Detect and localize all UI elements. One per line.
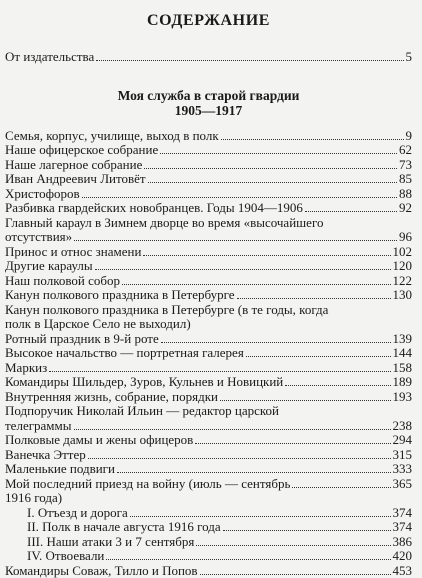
toc-page-number: 193 bbox=[393, 390, 413, 405]
toc-entry bbox=[5, 361, 412, 376]
toc-page-number: 96 bbox=[399, 230, 412, 245]
toc-page-number: 453 bbox=[393, 564, 413, 578]
toc-entry bbox=[5, 375, 412, 390]
toc-entry-label: Другие караулы bbox=[5, 259, 93, 274]
toc-page-number: 62 bbox=[399, 143, 412, 158]
dot-leader bbox=[148, 182, 397, 183]
toc-entry bbox=[5, 259, 412, 274]
dot-leader bbox=[200, 574, 391, 575]
toc-entry-label: Командиры Шильдер, Зуров, Кульнев и Новицкий bbox=[5, 375, 283, 390]
toc-entry-label: Иван Андреевич Литовёт bbox=[5, 172, 146, 187]
toc-entry bbox=[5, 201, 412, 216]
toc-page-number: 88 bbox=[399, 187, 412, 202]
toc-entry bbox=[5, 346, 412, 361]
dot-leader bbox=[130, 516, 391, 517]
toc-subentry bbox=[5, 535, 412, 550]
toc-entry-label: Ротный праздник в 9-й роте bbox=[5, 332, 159, 347]
dot-leader bbox=[223, 530, 391, 531]
toc-page-number: 158 bbox=[393, 361, 413, 376]
dot-leader bbox=[95, 269, 391, 270]
toc-page-number: 374 bbox=[393, 520, 413, 535]
toc-entry-last-line bbox=[5, 419, 412, 434]
toc-entry bbox=[5, 433, 412, 448]
toc-entry-last-line bbox=[5, 230, 412, 245]
toc-page-number: 365 bbox=[393, 477, 413, 492]
toc-page-number: 120 bbox=[393, 259, 413, 274]
dot-leader bbox=[49, 371, 390, 372]
toc-entry-label: Наше офицерское собрание bbox=[5, 143, 158, 158]
toc-entry-label-line1: Канун полкового праздника в Петербурге (в те годы, когда bbox=[5, 303, 412, 318]
toc-subentry bbox=[5, 520, 412, 535]
toc-entry-label: отсутствия» bbox=[5, 230, 72, 245]
toc-entry bbox=[5, 462, 412, 477]
toc-page-number: 386 bbox=[393, 535, 413, 550]
toc-page-number: 374 bbox=[393, 506, 413, 521]
toc-page-number: 333 bbox=[393, 462, 413, 477]
dot-leader bbox=[161, 342, 391, 343]
toc-entry bbox=[5, 172, 412, 187]
toc-page-number: 315 bbox=[393, 448, 413, 463]
toc-entry-label: Ванечка Эттер bbox=[5, 448, 86, 463]
toc-entry bbox=[5, 129, 412, 144]
toc-entry-label: Командиры Соваж, Тилло и Попов bbox=[5, 564, 198, 578]
toc-entry-label: Мой последний приезд на войну (июль — сентябрь bbox=[5, 477, 290, 492]
dot-leader bbox=[196, 545, 390, 546]
toc-page-number: 102 bbox=[393, 245, 413, 260]
toc-entry-label: Маркиз bbox=[5, 361, 47, 376]
toc-page-number: 144 bbox=[393, 346, 413, 361]
dot-leader bbox=[122, 284, 391, 285]
toc-page-number: 122 bbox=[393, 274, 413, 289]
toc-entry bbox=[5, 390, 412, 405]
toc-subentry bbox=[5, 506, 412, 521]
toc-entry-label: Наш полковой собор bbox=[5, 274, 120, 289]
dot-leader bbox=[292, 487, 390, 488]
toc-entry-label: I. Отъезд и дорога bbox=[27, 506, 128, 521]
toc-entry-multiline bbox=[5, 477, 412, 506]
page-title: СОДЕРЖАНИЕ bbox=[5, 11, 412, 31]
dot-leader bbox=[106, 559, 390, 560]
toc-page-number: 139 bbox=[393, 332, 413, 347]
dot-leader bbox=[285, 385, 390, 386]
toc-entry-label-line1: Подпоручик Николай Ильин — редактор царской bbox=[5, 404, 412, 419]
toc-entry-label: IV. Отвоевали bbox=[27, 549, 104, 564]
toc-entry-label: Семья, корпус, училище, выход в полк bbox=[5, 129, 219, 144]
dot-leader bbox=[160, 153, 397, 154]
toc-entry-label: Наше лагерное собрание bbox=[5, 158, 142, 173]
toc-page-number: 238 bbox=[393, 419, 413, 434]
toc-entry bbox=[5, 187, 412, 202]
dot-leader bbox=[96, 60, 403, 61]
dot-leader bbox=[195, 443, 390, 444]
toc-entries bbox=[5, 129, 412, 578]
toc-entry-label: Христофоров bbox=[5, 187, 80, 202]
toc-entry-label: II. Полк в начале августа 1916 года bbox=[27, 520, 221, 535]
toc-entry-label: Внутренняя жизнь, собрание, порядки bbox=[5, 390, 218, 405]
toc-page-number: 294 bbox=[393, 433, 413, 448]
dot-leader bbox=[305, 211, 397, 212]
dot-leader bbox=[220, 400, 391, 401]
toc-page-number: 130 bbox=[393, 288, 413, 303]
toc-entry-first-line bbox=[5, 477, 412, 492]
toc-entry-label-line2: полк в Царское Село не выходил) bbox=[5, 317, 412, 332]
toc-entry bbox=[5, 158, 412, 173]
toc-entry-multiline bbox=[5, 303, 412, 332]
dot-leader bbox=[221, 139, 404, 140]
toc-entry-first-line bbox=[5, 288, 412, 303]
toc-page-number: 85 bbox=[399, 172, 412, 187]
dot-leader bbox=[246, 356, 391, 357]
section-years: 1905—1917 bbox=[5, 103, 412, 118]
toc-entry-label-line2: 1916 года) bbox=[5, 491, 412, 506]
toc-page-number: 92 bbox=[399, 201, 412, 216]
toc-entry-publisher bbox=[5, 50, 412, 65]
section-heading: Моя служба в старой гвардии bbox=[5, 88, 412, 103]
dot-leader bbox=[117, 472, 391, 473]
toc-subentry bbox=[5, 549, 412, 564]
toc-entry-label-line1: Главный караул в Зимнем дворце во время «высочайшего bbox=[5, 216, 412, 231]
toc-entry-multiline bbox=[5, 288, 412, 303]
dot-leader bbox=[74, 429, 391, 430]
toc-entry bbox=[5, 245, 412, 260]
toc-entry bbox=[5, 143, 412, 158]
toc-entry bbox=[5, 274, 412, 289]
toc-entry bbox=[5, 332, 412, 347]
dot-leader bbox=[74, 240, 397, 241]
toc-page-number: 5 bbox=[406, 50, 413, 65]
toc-page-number: 189 bbox=[393, 375, 413, 390]
toc-entry-multiline bbox=[5, 404, 412, 433]
toc-entry-label: III. Наши атаки 3 и 7 сентября bbox=[27, 535, 194, 550]
toc-entry bbox=[5, 564, 412, 578]
dot-leader bbox=[82, 197, 397, 198]
toc-page-number: 73 bbox=[399, 158, 412, 173]
toc-entry-label: Маленькие подвиги bbox=[5, 462, 115, 477]
toc-entry bbox=[5, 448, 412, 463]
toc-entry-label: От издательства bbox=[5, 50, 94, 65]
toc-entry-label: Принос и относ знамени bbox=[5, 245, 141, 260]
toc-entry-label: Полковые дамы и жены офицеров bbox=[5, 433, 193, 448]
toc-entry-label: Разбивка гвардейских новобранцев. Годы 1904—1906 bbox=[5, 201, 303, 216]
dot-leader bbox=[143, 255, 390, 256]
toc-entry-multiline bbox=[5, 216, 412, 245]
dot-leader bbox=[88, 458, 391, 459]
dot-leader bbox=[144, 168, 397, 169]
toc-entry-label: телеграммы bbox=[5, 419, 72, 434]
dot-leader bbox=[237, 298, 391, 299]
toc-page-number: 420 bbox=[393, 549, 413, 564]
toc-entry-label: Высокое начальство — портретная галерея bbox=[5, 346, 244, 361]
toc-page-number: 9 bbox=[406, 129, 413, 144]
toc-entry-label: Канун полкового праздника в Петербурге bbox=[5, 288, 235, 303]
